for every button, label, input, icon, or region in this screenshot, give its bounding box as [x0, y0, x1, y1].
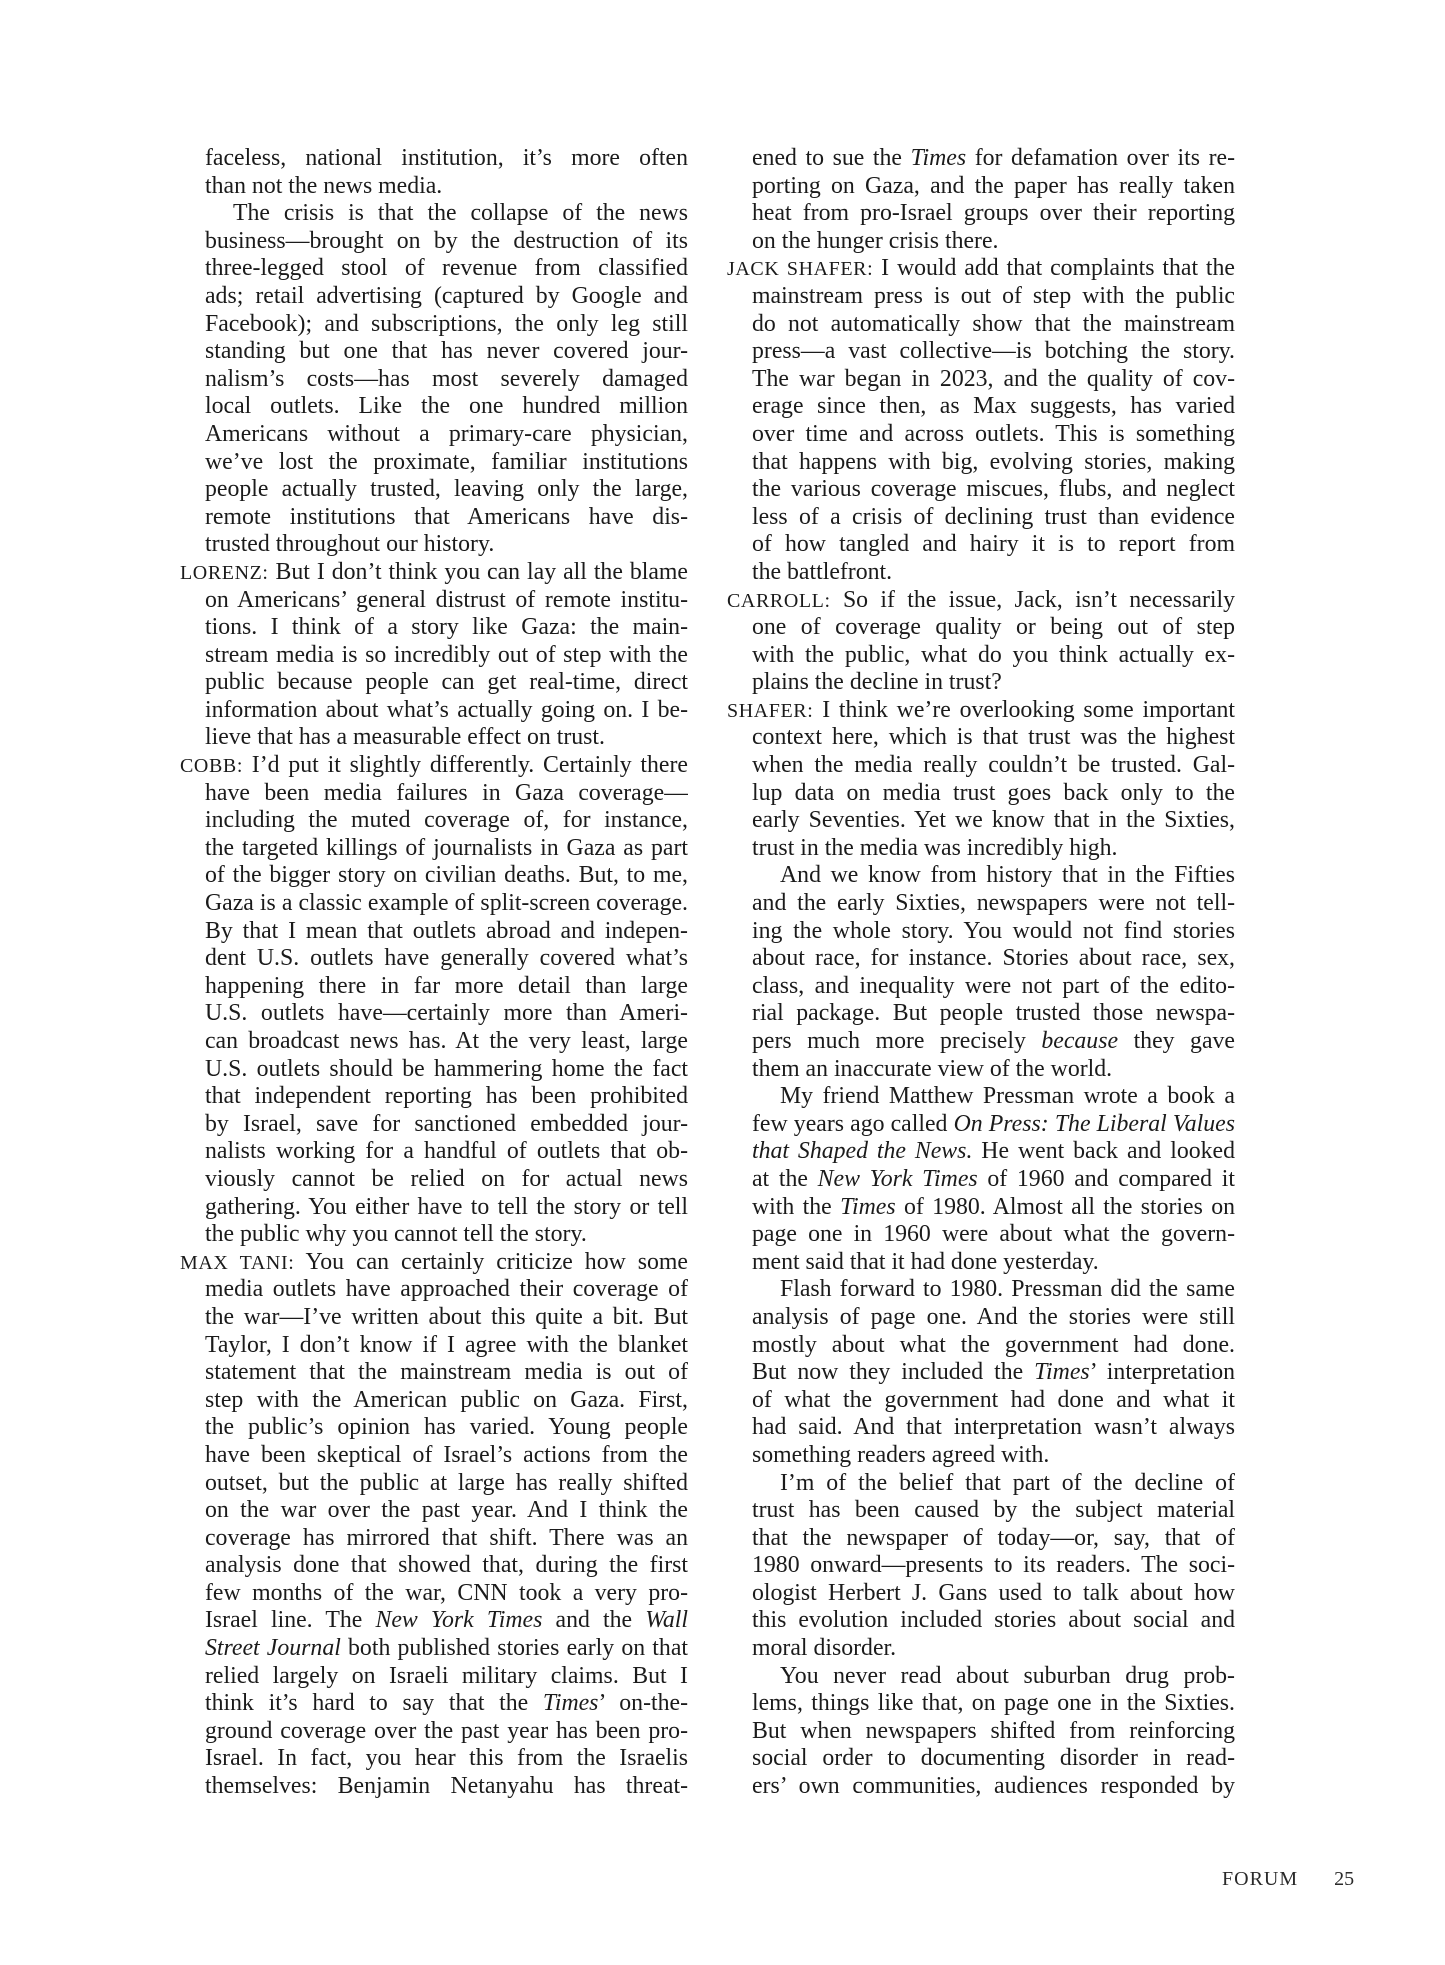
text-line: media outlets have approached their coverage of	[205, 1276, 688, 1303]
text-line: themselves: Benjamin Netanyahu has threat-	[205, 1773, 688, 1800]
text-line: heat from pro-Israel groups over their reporting	[752, 200, 1235, 227]
text-line: that independent reporting has been prohibited	[205, 1083, 688, 1110]
text-line: one of coverage quality or being out of step	[752, 614, 1235, 641]
text-line: But when newspapers shifted from reinforcing	[752, 1717, 1235, 1744]
text-line: The crisis is that the collapse of the news	[233, 200, 688, 227]
text-line: that Shaped the News. He went back and looked	[752, 1138, 1235, 1165]
text-line: than not the news media.	[205, 172, 443, 199]
text-line: can broadcast news has. At the very least, large	[205, 1028, 688, 1054]
text-line: pers much more precisely because they gave	[752, 1028, 1235, 1054]
text-line: of what the government had done and what it	[752, 1386, 1235, 1413]
text-line: about race, for instance. Stories about race, sex,	[752, 945, 1235, 972]
text-line: people actually trusted, leaving only the large,	[205, 476, 688, 503]
text-line: the targeted killings of journalists in Gaza as part	[205, 834, 688, 861]
text-line: faceless, national institution, it’s more often	[205, 145, 688, 171]
text-line: analysis of page one. And the stories were still	[752, 1303, 1235, 1330]
text-line: analysis done that showed that, during the first	[205, 1552, 688, 1579]
text-line: have been skeptical of Israel’s actions from the	[205, 1441, 688, 1468]
text-line: The war began in 2023, and the quality of cov-	[752, 365, 1235, 392]
text-line: stream media is so incredibly out of step with the	[205, 641, 688, 668]
text-line: that happens with big, evolving stories, making	[752, 448, 1235, 475]
text-line: of the bigger story on civilian deaths. But, to me,	[205, 862, 688, 889]
text-line: And we know from history that in the Fifties	[780, 862, 1235, 889]
text-line: ment said that it had done yesterday.	[752, 1248, 1099, 1275]
speaker-label: JACK SHAFER:	[727, 258, 874, 281]
text-line: ened to sue the Times for defamation over its re-	[752, 145, 1235, 171]
text-line: information about what’s actually going on. I be-	[205, 696, 688, 723]
text-line: Gaza is a classic example of split-screen coverage.	[205, 890, 688, 917]
text-line: Street Journal both published stories early on that	[205, 1635, 688, 1662]
text-line: do not automatically show that the mainstream	[752, 310, 1235, 337]
speaker-label: LORENZ:	[180, 561, 269, 584]
text-line: ologist Herbert J. Gans used to talk about how	[752, 1579, 1235, 1606]
text-line: I’m of the belief that part of the decline of	[780, 1469, 1235, 1496]
text-line: this evolution included stories about social and	[752, 1607, 1235, 1634]
text-line: page one in 1960 were about what the govern-	[752, 1221, 1235, 1248]
text-line: business—brought on by the destruction of its	[205, 227, 688, 254]
text-line: standing but one that has never covered jour-	[205, 338, 688, 365]
text-line: remote institutions that Americans have dis-	[205, 503, 688, 530]
text-line: tions. I think of a story like Gaza: the main-	[205, 614, 688, 641]
text-line: COBB: I’d put it slightly differently. Certainly there	[180, 752, 688, 779]
text-line: LORENZ: But I don’t think you can lay all the blame	[180, 558, 688, 585]
text-line: You never read about suburban drug prob-	[780, 1662, 1235, 1689]
text-line: context here, which is that trust was the highest	[752, 724, 1235, 751]
text-line: Israel. In fact, you hear this from the Israelis	[205, 1745, 688, 1772]
text-line: ground coverage over the past year has been pro-	[205, 1717, 688, 1744]
text-line: trusted throughout our history.	[205, 531, 495, 558]
text-line: on the hunger crisis there.	[752, 227, 999, 254]
text-line: But now they included the Times’ interpretation	[752, 1359, 1235, 1386]
text-line: the public why you cannot tell the story.	[205, 1221, 587, 1248]
text-line: at the New York Times of 1960 and compared it	[752, 1165, 1235, 1192]
text-column-right	[727, 145, 1235, 1801]
text-line: SHAFER: I think we’re overlooking some important	[727, 696, 1235, 723]
text-line: ers’ own communities, audiences responded by	[752, 1773, 1235, 1800]
footer-section-label: FORUM	[1222, 1868, 1299, 1890]
text-line: relied largely on Israeli military claims. But I	[205, 1662, 688, 1689]
text-line: My friend Matthew Pressman wrote a book a	[780, 1083, 1235, 1110]
text-line: the war—I’ve written about this quite a bit. But	[205, 1303, 688, 1330]
text-line: and the early Sixties, newspapers were not tell-	[752, 890, 1235, 917]
text-line: Taylor, I don’t know if I agree with the blanket	[205, 1331, 688, 1358]
text-line: Israel line. The New York Times and the Wall	[205, 1607, 688, 1634]
text-line: rial package. But people trusted those newspa-	[752, 1000, 1235, 1027]
text-line: three-legged stool of revenue from classified	[205, 255, 688, 282]
text-line: happening there in far more detail than large	[205, 972, 688, 999]
text-line: U.S. outlets have—certainly more than Ameri-	[205, 1000, 688, 1027]
text-line: of how tangled and hairy it is to report from	[752, 531, 1235, 558]
text-line: CARROLL: So if the issue, Jack, isn’t necessarily	[727, 586, 1235, 613]
text-line: viously cannot be relied on for actual news	[205, 1165, 688, 1192]
text-line: statement that the mainstream media is out of	[205, 1359, 688, 1386]
text-line: early Seventies. Yet we know that in the Sixties,	[752, 807, 1235, 834]
text-line: few months of the war, CNN took a very pro-	[205, 1579, 688, 1606]
text-line: on Americans’ general distrust of remote institu-	[205, 586, 688, 613]
text-line: when the media really couldn’t be trusted. Gal-	[752, 752, 1235, 779]
text-line: porting on Gaza, and the paper has really taken	[752, 172, 1235, 199]
text-line: the public’s opinion has varied. Young people	[205, 1414, 688, 1441]
text-line: have been media failures in Gaza coverage—	[205, 779, 688, 806]
text-line: JACK SHAFER: I would add that complaints that the	[727, 255, 1235, 282]
text-line: MAX TANI: You can certainly criticize how some	[180, 1248, 688, 1275]
text-line: the battlefront.	[752, 558, 893, 585]
text-line: trust in the media was incredibly high.	[752, 834, 1118, 861]
text-line: something readers agreed with.	[752, 1441, 1050, 1468]
text-line: Flash forward to 1980. Pressman did the same	[780, 1276, 1235, 1303]
text-line: had said. And that interpretation wasn’t always	[752, 1414, 1235, 1441]
text-column-left	[180, 145, 688, 1801]
text-line: trust has been caused by the subject material	[752, 1497, 1235, 1524]
speaker-label: MAX TANI:	[180, 1251, 295, 1274]
text-line: few years ago called On Press: The Liberal Values	[752, 1110, 1235, 1137]
text-line: Facebook); and subscriptions, the only leg still	[205, 310, 688, 337]
page-footer	[1222, 1868, 1354, 1891]
text-line: lieve that has a measurable effect on trust.	[205, 724, 605, 751]
text-line: with the public, what do you think actually ex-	[752, 641, 1235, 668]
text-line: erage since then, as Max suggests, has varied	[752, 393, 1235, 420]
text-line: including the muted coverage of, for instance,	[205, 807, 688, 834]
text-line: mainstream press is out of step with the public	[752, 282, 1235, 309]
text-line: by Israel, save for sanctioned embedded jour-	[205, 1110, 688, 1137]
text-line: dent U.S. outlets have generally covered what’s	[205, 945, 688, 972]
text-line: moral disorder.	[752, 1635, 897, 1662]
text-line: Americans without a primary-care physician,	[205, 420, 688, 447]
text-line: social order to documenting disorder in read-	[752, 1745, 1235, 1772]
speaker-label: CARROLL:	[727, 589, 831, 612]
text-line: plains the decline in trust?	[752, 669, 1002, 696]
text-line: coverage has mirrored that shift. There was an	[205, 1524, 688, 1551]
text-line: outset, but the public at large has really shifted	[205, 1469, 688, 1496]
text-line: class, and inequality were not part of the edito-	[752, 972, 1235, 999]
text-line: over time and across outlets. This is something	[752, 420, 1235, 447]
text-line: with the Times of 1980. Almost all the stories on	[752, 1193, 1235, 1220]
text-line: 1980 onward—presents to its readers. The soci-	[752, 1552, 1235, 1579]
speaker-label: COBB:	[180, 755, 243, 778]
text-line: that the newspaper of today—or, say, that of	[752, 1524, 1235, 1551]
text-line: gathering. You either have to tell the story or tell	[205, 1193, 688, 1220]
speaker-label: SHAFER:	[727, 699, 814, 722]
text-line: local outlets. Like the one hundred million	[205, 393, 688, 420]
footer-page-number: 25	[1334, 1868, 1355, 1890]
text-line: on the war over the past year. And I think the	[205, 1497, 688, 1524]
text-line: nalism’s costs—has most severely damaged	[205, 365, 688, 392]
text-line: U.S. outlets should be hammering home the fact	[205, 1055, 688, 1082]
text-line: step with the American public on Gaza. First,	[205, 1386, 688, 1413]
text-line: think it’s hard to say that the Times’ on-the-	[205, 1690, 688, 1717]
text-line: lems, things like that, on page one in the Sixties.	[752, 1690, 1235, 1717]
text-line: less of a crisis of declining trust than evidence	[752, 503, 1235, 530]
text-block	[180, 145, 1235, 1801]
text-line: public because people can get real-time, direct	[205, 669, 688, 696]
text-line: nalists working for a handful of outlets that ob-	[205, 1138, 688, 1165]
text-line: press—a vast collective—is botching the story.	[752, 338, 1235, 365]
text-line: lup data on media trust goes back only to the	[752, 779, 1235, 806]
text-line: them an inaccurate view of the world.	[752, 1055, 1113, 1082]
text-line: ing the whole story. You would not find stories	[752, 917, 1235, 944]
text-line: we’ve lost the proximate, familiar institutions	[205, 448, 688, 475]
text-line: By that I mean that outlets abroad and indepen-	[205, 917, 688, 944]
text-line: the various coverage miscues, flubs, and neglect	[752, 476, 1235, 503]
text-line: ads; retail advertising (captured by Google and	[205, 282, 688, 309]
text-line: mostly about what the government had done.	[752, 1331, 1235, 1358]
